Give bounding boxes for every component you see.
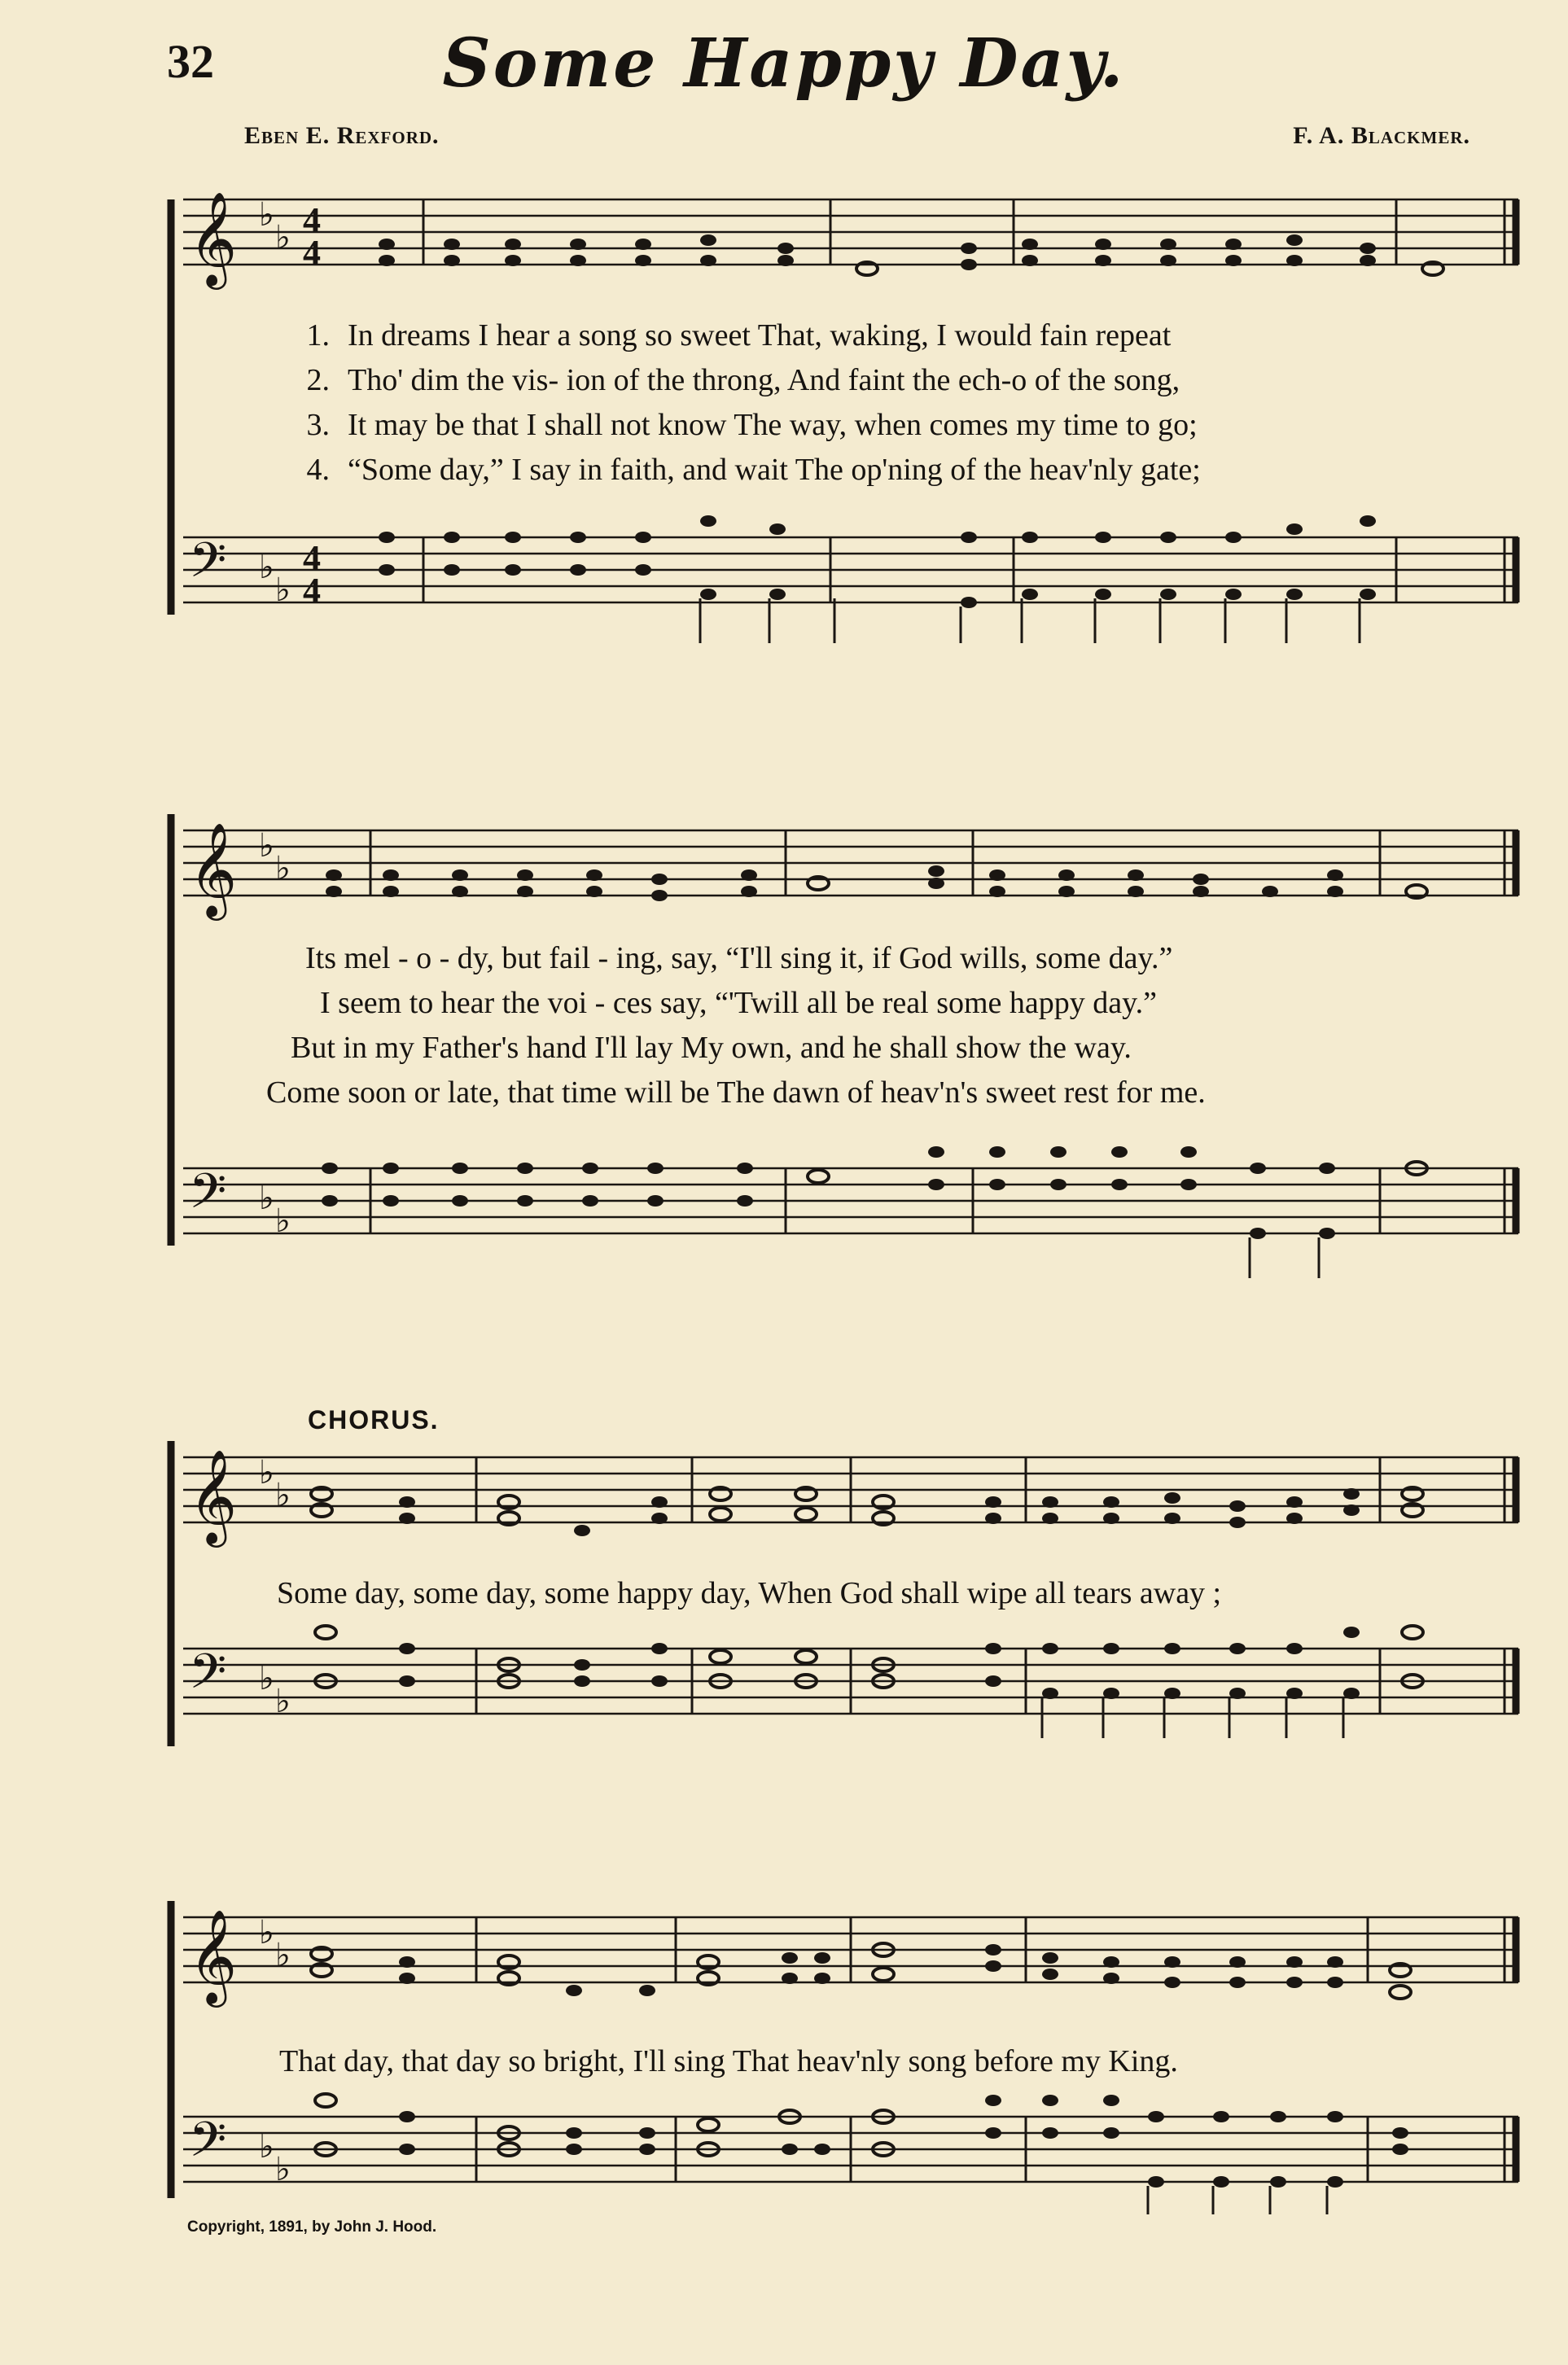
svg-text:𝄞: 𝄞 bbox=[189, 821, 238, 917]
system1-treble-staff bbox=[0, 183, 1568, 305]
svg-text:4: 4 bbox=[303, 571, 321, 611]
verse-1-line-b: Its mel - o - dy, but fail - ing, say, “I'll sing it, if God wills, some day.” bbox=[305, 941, 1173, 975]
svg-text:4: 4 bbox=[303, 538, 321, 578]
hymn-title: Some Happy Day. bbox=[442, 24, 1126, 103]
system3-treble-staff bbox=[0, 1441, 1568, 1563]
lyricist-credit: Eben E. Rexford. bbox=[244, 122, 440, 149]
system4-treble-staff bbox=[0, 1901, 1568, 2023]
svg-text:♭: ♭ bbox=[259, 1914, 274, 1951]
system3-bass-staff bbox=[0, 1632, 1568, 1771]
chorus-label: CHORUS. bbox=[308, 1405, 440, 1434]
svg-text:♭: ♭ bbox=[275, 572, 291, 609]
verse-4-line-b: Come soon or late, that time will be The dawn of heav'n's sweet rest for me. bbox=[266, 1075, 1206, 1110]
verse-3-line-a: 3. It may be that I shall not know The way, when comes my time to go; bbox=[306, 408, 1198, 442]
svg-text:♭: ♭ bbox=[275, 219, 291, 256]
svg-text:𝄢: 𝄢 bbox=[189, 1643, 227, 1711]
verse-3-line-b: But in my Father's hand I'll lay My own, and he shall show the way. bbox=[291, 1031, 1132, 1065]
verse-4-line-a: 4. “Some day,” I say in faith, and wait The op'ning of the heav'nly gate; bbox=[306, 453, 1201, 487]
svg-text:♭: ♭ bbox=[275, 1683, 291, 1720]
composer-credit: F. A. Blackmer. bbox=[1293, 122, 1470, 149]
svg-text:𝄢: 𝄢 bbox=[189, 532, 227, 600]
system4-bass-staff bbox=[0, 2100, 1568, 2223]
chorus-line-2: That day, that day so bright, I'll sing That heav'nly song before my King. bbox=[279, 2044, 1178, 2078]
svg-text:♭: ♭ bbox=[275, 1937, 291, 1974]
system2-bass-staff bbox=[0, 1152, 1568, 1290]
svg-text:♭: ♭ bbox=[259, 196, 274, 234]
svg-text:♭: ♭ bbox=[259, 1180, 274, 1217]
svg-text:♭: ♭ bbox=[259, 2128, 274, 2166]
svg-text:♭: ♭ bbox=[259, 1454, 274, 1491]
svg-text:♭: ♭ bbox=[275, 1477, 291, 1514]
svg-text:♭: ♭ bbox=[275, 2151, 291, 2188]
svg-text:𝄞: 𝄞 bbox=[189, 1908, 238, 2004]
svg-text:♭: ♭ bbox=[275, 1202, 291, 1240]
svg-text:4: 4 bbox=[303, 200, 321, 240]
chorus-line-1: Some day, some day, some happy day, When God shall wipe all tears away ; bbox=[277, 1576, 1222, 1610]
svg-text:♭: ♭ bbox=[259, 827, 274, 865]
verse-1-line-a: 1. In dreams I hear a song so sweet That, waking, I would fain repeat bbox=[306, 318, 1172, 353]
svg-text:♭: ♭ bbox=[259, 549, 274, 586]
svg-text:𝄢: 𝄢 bbox=[189, 2111, 227, 2179]
system1-bass-staff bbox=[0, 521, 1568, 659]
page-number: 32 bbox=[167, 35, 214, 88]
svg-text:𝄞: 𝄞 bbox=[189, 191, 238, 286]
copyright-notice: Copyright, 1891, by John J. Hood. bbox=[187, 2218, 437, 2236]
verse-2-line-b: I seem to hear the voi - ces say, “'Twill all be real some happy day.” bbox=[320, 986, 1158, 1020]
svg-text:♭: ♭ bbox=[275, 850, 291, 887]
svg-text:𝄞: 𝄞 bbox=[189, 1448, 238, 1544]
svg-text:4: 4 bbox=[303, 233, 321, 273]
verse-2-line-a: 2. Tho' dim the vis- ion of the throng, And faint the ech-o of the song, bbox=[306, 363, 1180, 397]
svg-text:♭: ♭ bbox=[259, 1660, 274, 1697]
system2-treble-staff bbox=[0, 814, 1568, 920]
svg-text:𝄢: 𝄢 bbox=[189, 1163, 227, 1231]
